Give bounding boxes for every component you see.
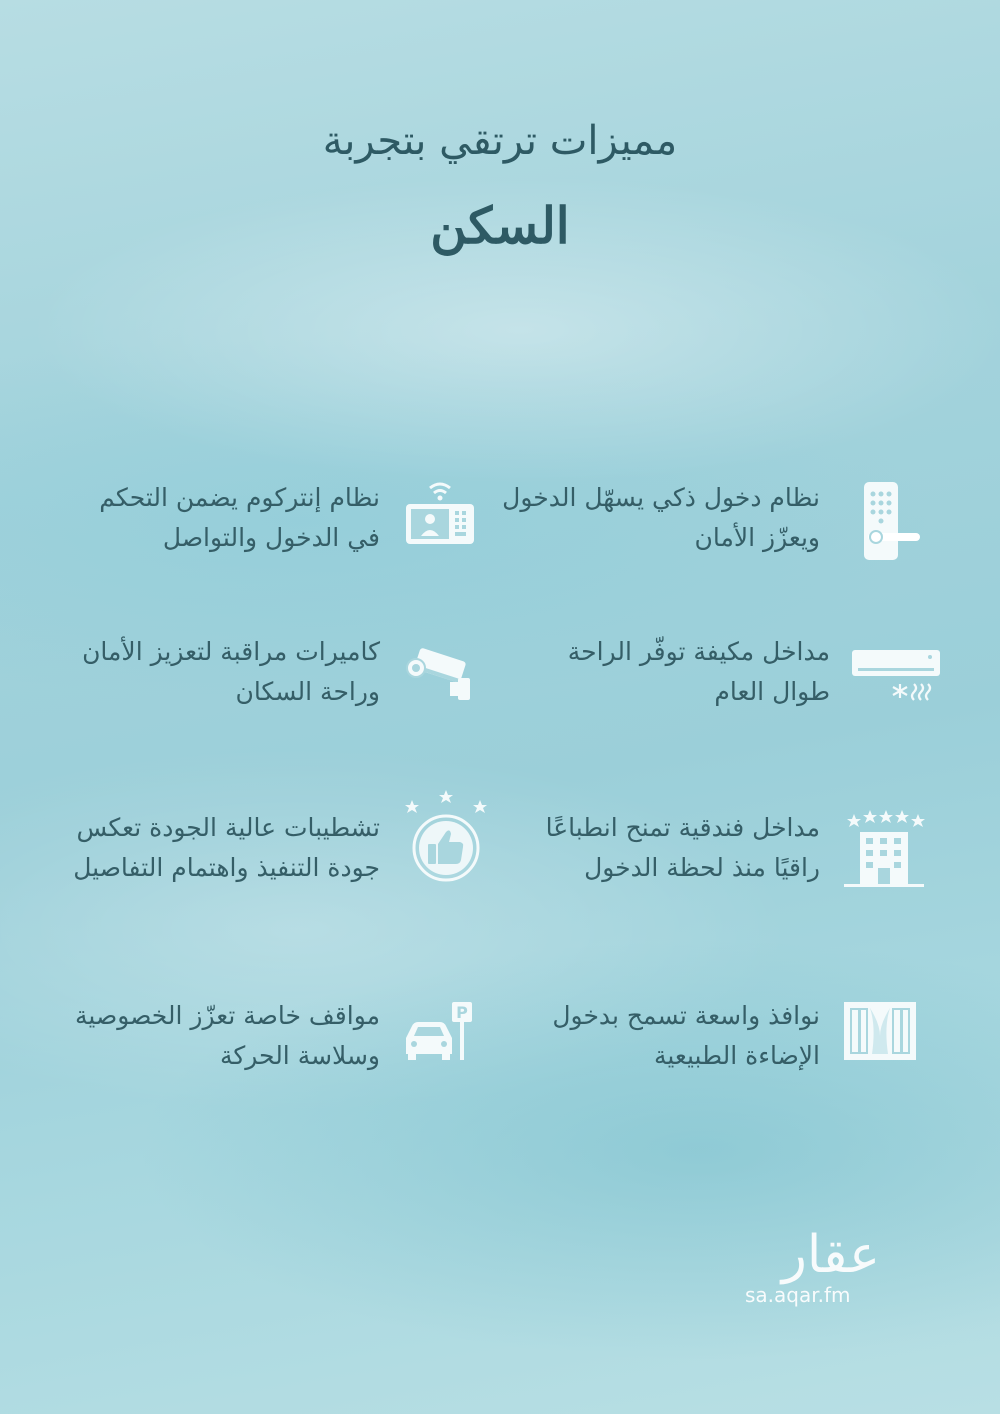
- page-subtitle: السكن: [430, 196, 570, 255]
- feature-line: وراحة السكان: [235, 677, 380, 706]
- brand-url: sa.aqar.fm: [745, 1283, 851, 1307]
- feature-line: الإضاءة الطبيعية: [653, 1041, 820, 1070]
- thumbs-up-stars-icon: [398, 786, 494, 886]
- feature-private-parking: [40, 996, 480, 1116]
- hotel-icon: [842, 808, 926, 892]
- feature-line: كاميرات مراقبة لتعزيز الأمان: [82, 637, 380, 666]
- feature-intercom: [40, 478, 480, 598]
- feature-line: مداخل مكيفة توفّر الراحة: [567, 637, 830, 666]
- feature-line: مواقف خاصة تعزّز الخصوصية: [75, 1001, 380, 1030]
- feature-line: طوال العام: [714, 677, 830, 706]
- air-conditioner-icon: [850, 632, 942, 722]
- feature-line: نظام إنتركوم يضمن التحكم: [99, 483, 380, 512]
- feature-line: راقيًا منذ لحظة الدخول: [584, 853, 820, 882]
- feature-security-cameras: [40, 632, 480, 752]
- brand-logo-text: عقار: [781, 1225, 880, 1285]
- feature-line: نوافذ واسعة تسمح بدخول: [552, 1001, 820, 1030]
- feature-line: مداخل فندقية تمنح انطباعًا: [545, 813, 820, 842]
- smart-lock-icon: [840, 478, 920, 568]
- feature-line: تشطيبات عالية الجودة تعكس: [76, 813, 380, 842]
- parking-car-icon: [400, 996, 480, 1086]
- intercom-icon: [400, 478, 480, 568]
- security-camera-icon: [400, 632, 480, 722]
- feature-hotel-entrances: [480, 808, 920, 928]
- brand-logo: [710, 1225, 880, 1315]
- feature-smart-entry: [480, 478, 920, 598]
- svg-text:P: P: [456, 1003, 468, 1022]
- feature-line: وسلاسة الحركة: [219, 1041, 380, 1070]
- feature-line: جودة التنفيذ واهتمام التفاصيل: [73, 853, 380, 882]
- feature-air-conditioned-entrances: [490, 632, 930, 752]
- feature-wide-windows: [480, 996, 920, 1116]
- feature-line: ويعزّز الأمان: [694, 523, 820, 552]
- feature-line: في الدخول والتواصل: [162, 523, 380, 552]
- feature-line: نظام دخول ذكي يسهّل الدخول: [502, 483, 820, 512]
- page-title: مميزات ترتقي بتجربة: [322, 118, 678, 164]
- window-icon: [840, 996, 920, 1086]
- feature-high-quality-finishes: [40, 808, 480, 928]
